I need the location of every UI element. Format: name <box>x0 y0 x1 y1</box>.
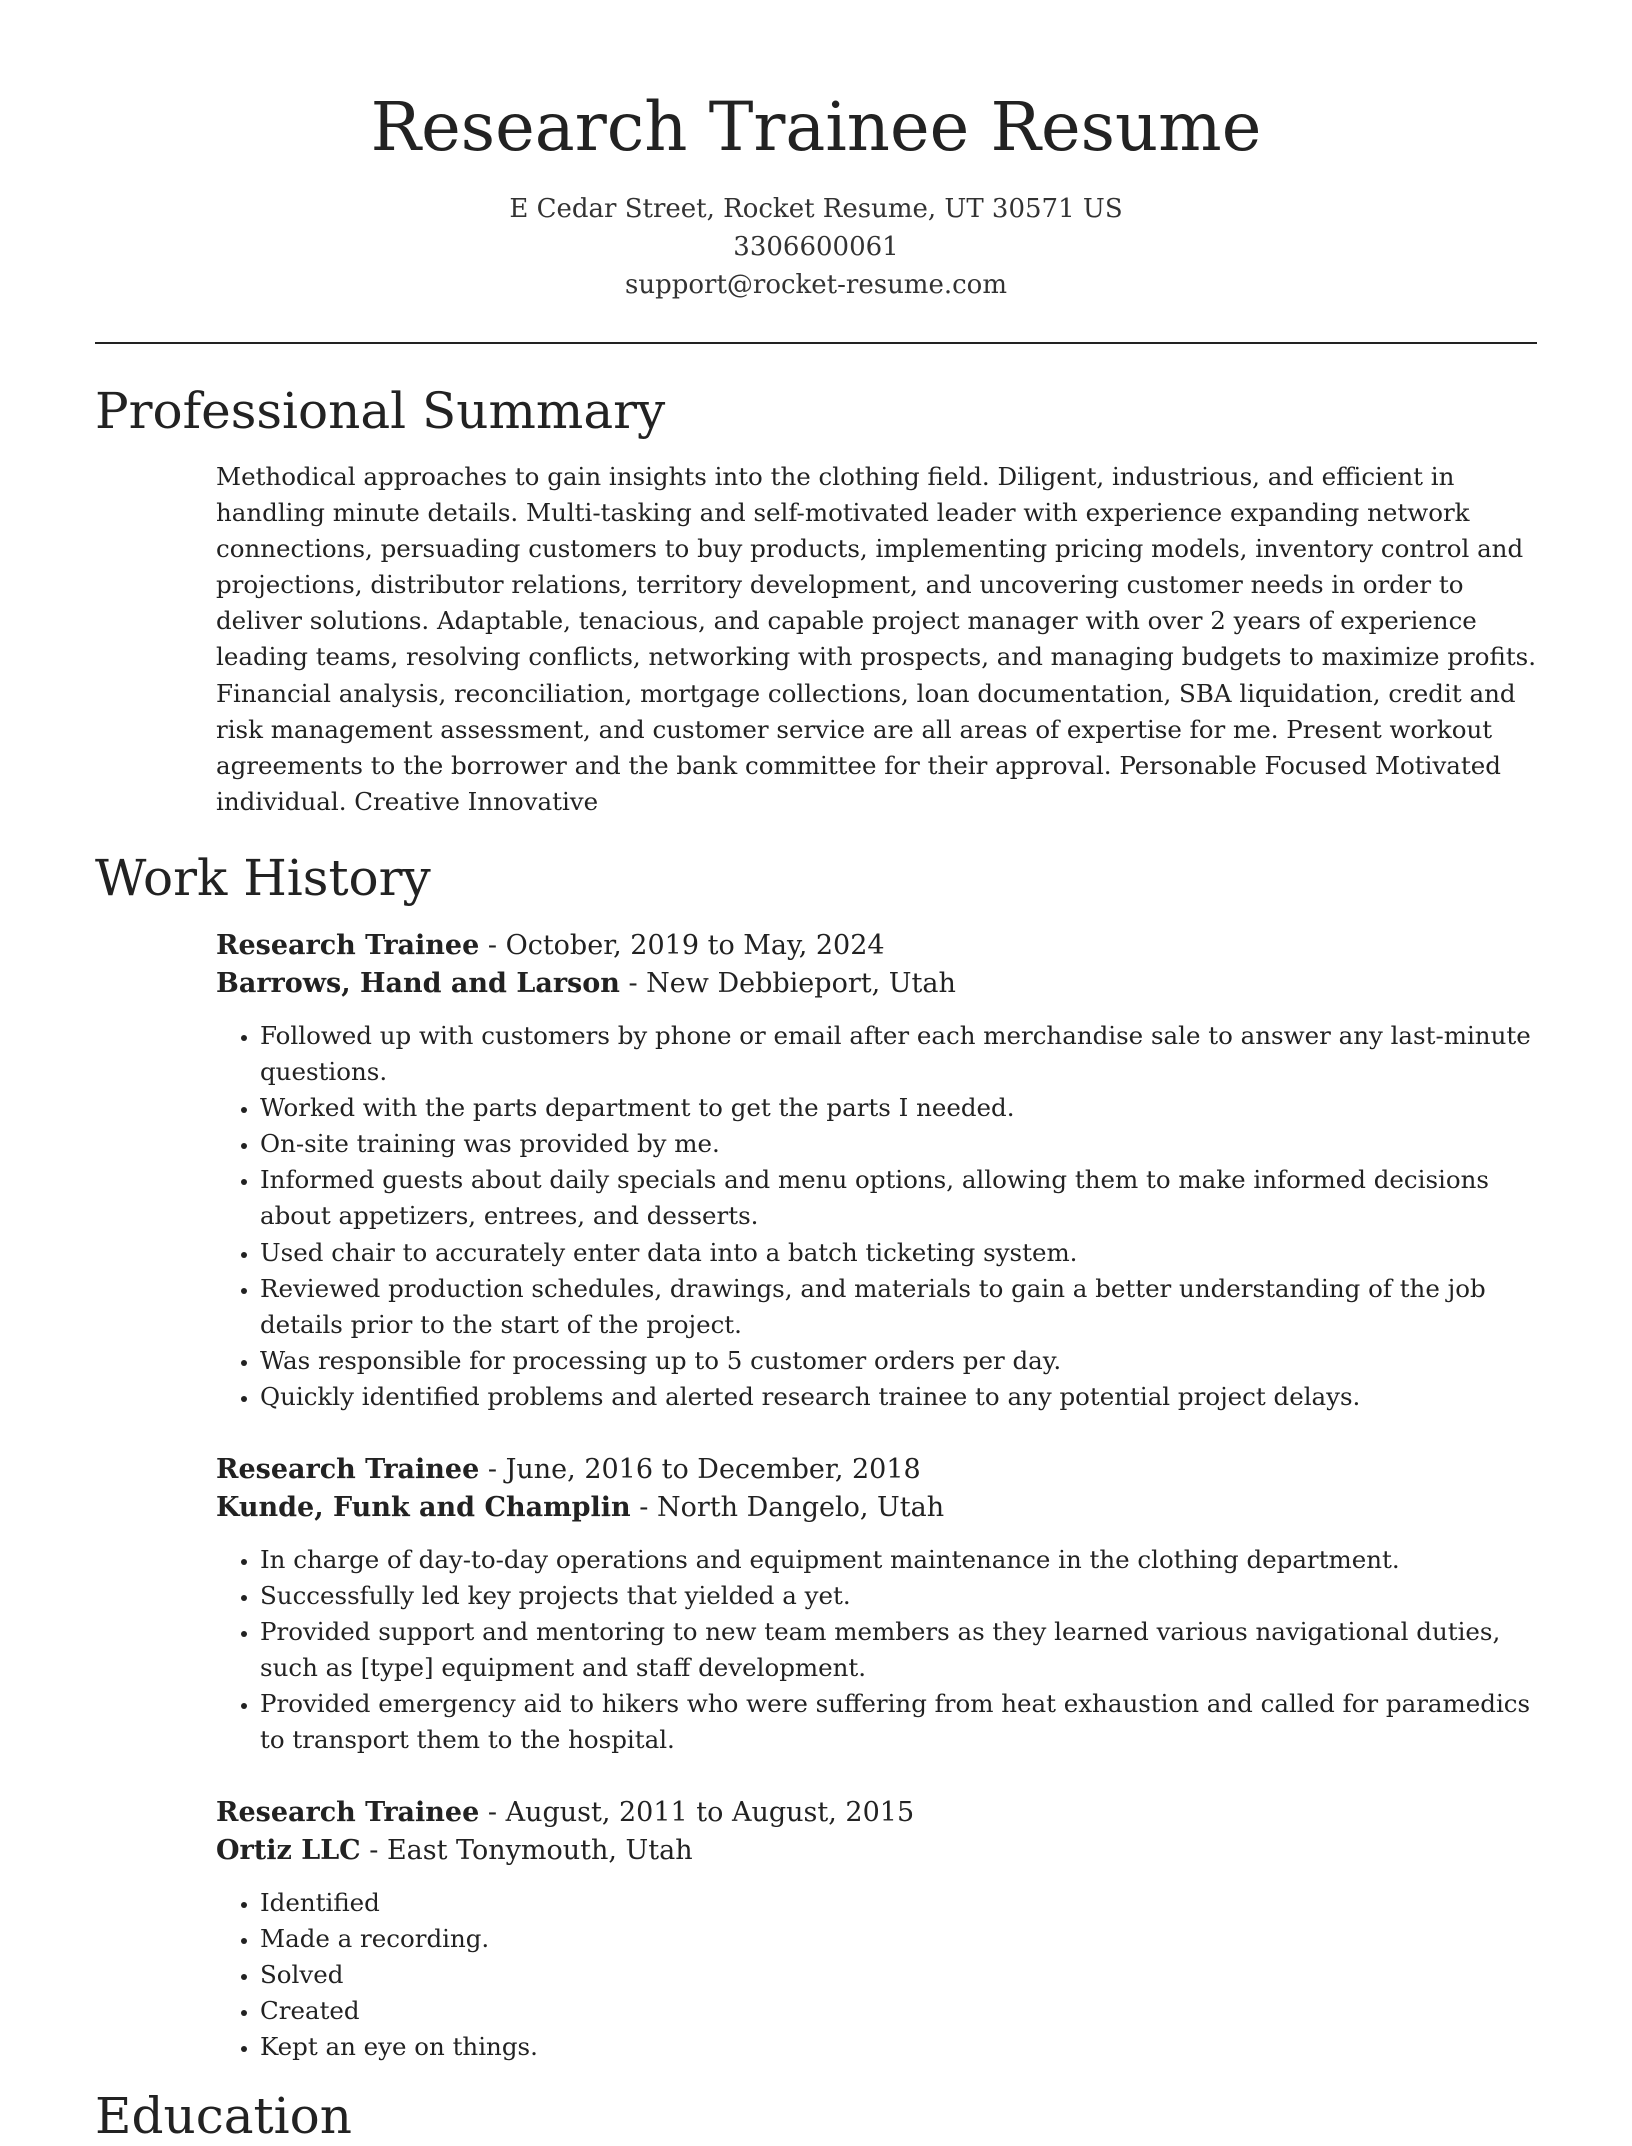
job-bullet: • Was responsible for processing up to 5 customer orders per day. <box>260 1343 1546 1379</box>
job-title-line <box>216 1451 1546 1489</box>
contact-address: E Cedar Street, Rocket Resume, UT 30571 US <box>509 194 1123 224</box>
job-bullet: • Provided support and mentoring to new team members as they learned various navigational duties, such as [type] equipment and staff development. <box>260 1614 1546 1686</box>
job-bullet: • Successfully led key projects that yielded a yet. <box>260 1578 1546 1614</box>
job-entry <box>216 1794 1546 2065</box>
job-bullet: • Used chair to accurately enter data into a batch ticketing system. <box>260 1235 1546 1271</box>
job-bullet: • Kept an eye on things. <box>260 2029 1546 2065</box>
job-title: Research Trainee <box>216 1797 480 1828</box>
job-bullet: • Worked with the parts department to get the parts I needed. <box>260 1090 1546 1126</box>
job-dates: - August, 2011 to August, 2015 <box>479 1797 915 1828</box>
job-bullets <box>216 1885 1546 2065</box>
job-company: Ortiz LLC <box>216 1835 361 1866</box>
job-dates: - June, 2016 to December, 2018 <box>479 1454 921 1485</box>
job-company: Barrows, Hand and Larson <box>216 968 620 999</box>
job-company-line <box>216 1832 1546 1870</box>
job-bullet: • Identified <box>260 1885 1546 1921</box>
header-divider <box>95 342 1537 344</box>
job-location: - North Dangelo, Utah <box>630 1492 945 1523</box>
job-bullets <box>216 1542 1546 1759</box>
job-bullet: • Solved <box>260 1957 1546 1993</box>
job-bullet: • Created <box>260 1993 1546 2029</box>
job-bullet: • In charge of day-to-day operations and equipment maintenance in the clothing department. <box>260 1542 1546 1578</box>
resume-title: Research Trainee Resume <box>370 88 1262 166</box>
job-entry <box>216 1451 1546 1759</box>
job-bullet: • On-site training was provided by me. <box>260 1126 1546 1162</box>
resume-header <box>0 0 1632 304</box>
job-title-line <box>216 927 1546 965</box>
summary-heading: Professional Summary <box>95 382 666 440</box>
job-bullet: • Reviewed production schedules, drawings, and materials to gain a better understanding of the job details prior to the start of the project. <box>260 1271 1546 1343</box>
job-bullet: • Informed guests about daily specials and menu options, allowing them to make informed decisions about appetizers, entrees, and desserts. <box>260 1162 1546 1234</box>
job-company-line <box>216 1489 1546 1527</box>
job-location: - East Tonymouth, Utah <box>360 1835 693 1866</box>
job-bullet: • Followed up with customers by phone or email after each merchandise sale to answer any last-minute questions. <box>260 1018 1546 1090</box>
work-history-heading: Work History <box>95 849 431 907</box>
job-bullet: • Made a recording. <box>260 1921 1546 1957</box>
job-dates: - October, 2019 to May, 2024 <box>479 930 885 961</box>
education-heading: Education <box>95 2087 352 2145</box>
job-company: Kunde, Funk and Champlin <box>216 1492 631 1523</box>
job-bullet: • Quickly identified problems and alerted research trainee to any potential project delays. <box>260 1379 1546 1415</box>
summary-text: Methodical approaches to gain insights into the clothing field. Diligent, industrious, and efficient in handling minute details. Multi-tasking and self-motivated leader with experience expanding network connections, persuading customers to buy products, implementing pricing models, inventory control and projections, distributor relations, territory development, and uncovering customer needs in order to deliver solutions. Adaptable, tenacious, and capable project manager with over 2 years of experience leading teams, resolving conflicts, networking with prospects, and managing budgets to maximize profits. Financial analysis, reconciliation, mortgage collections, loan documentation, SBA liquidation, credit and risk management assessment, and customer service are all areas of expertise for me. Present workout agreements to the borrower and the bank committee for their approval. Personable Focused Motivated individual. Creative Innovative <box>216 462 1537 816</box>
contact-email: support@rocket-resume.com <box>624 270 1007 300</box>
job-entry <box>216 927 1546 1415</box>
job-location: - New Debbieport, Utah <box>619 968 956 999</box>
contact-phone: 3306600061 <box>733 232 899 262</box>
job-bullet: • Provided emergency aid to hikers who were suffering from heat exhaustion and called for paramedics to transport them to the hospital. <box>260 1686 1546 1758</box>
job-company-line <box>216 965 1546 1003</box>
job-bullets <box>216 1018 1546 1415</box>
job-title-line <box>216 1794 1546 1832</box>
contact-block <box>0 190 1632 304</box>
job-title: Research Trainee <box>216 1454 480 1485</box>
job-title: Research Trainee <box>216 930 480 961</box>
